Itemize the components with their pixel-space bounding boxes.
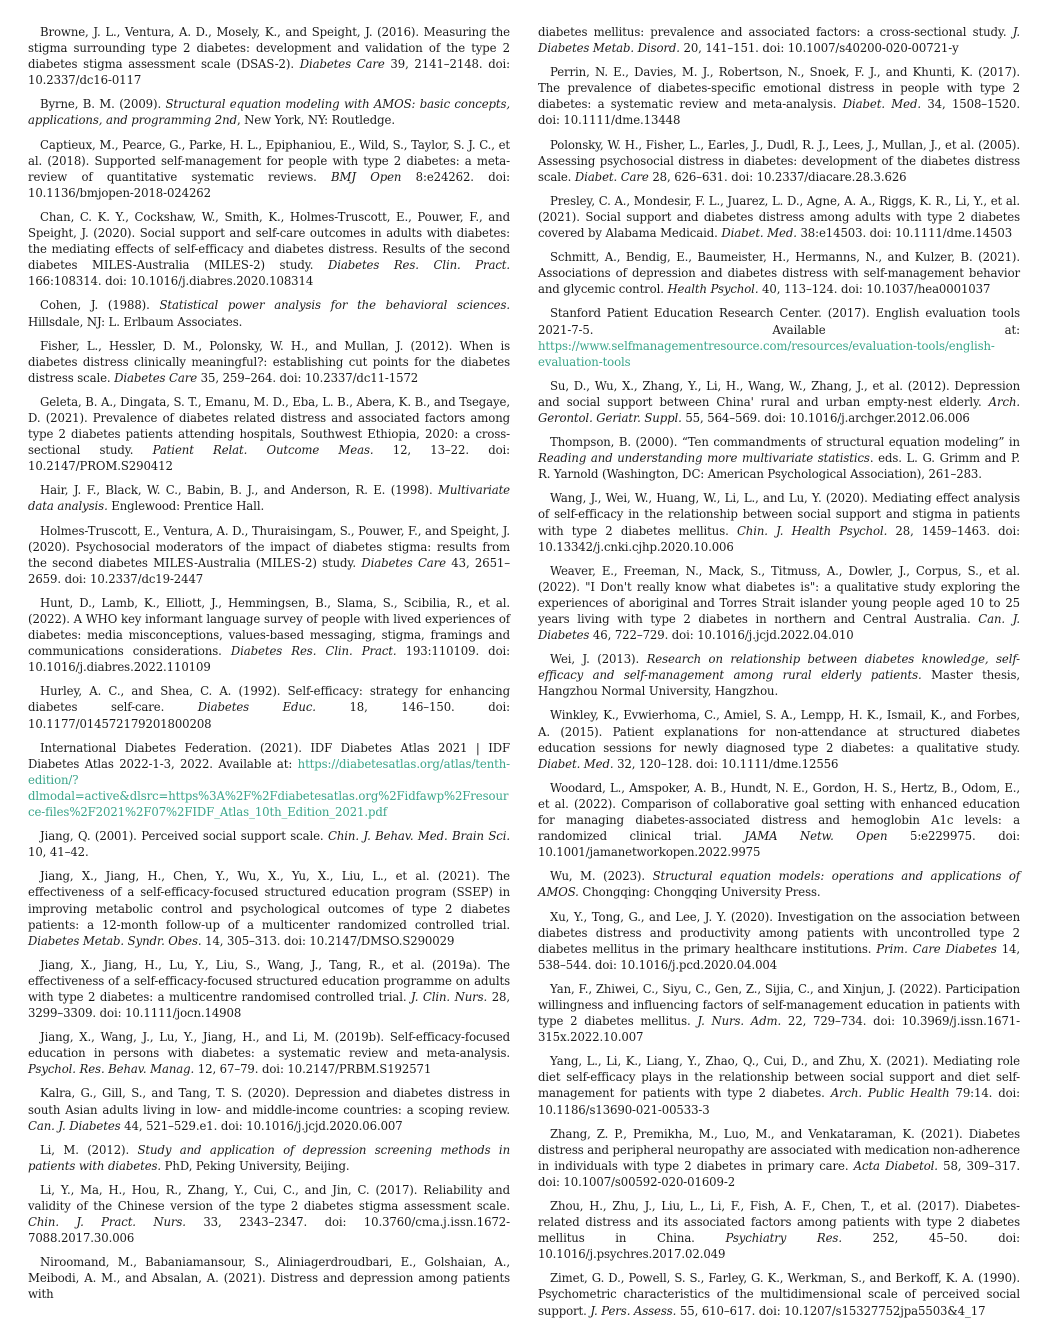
reference-source: Diabetes Metab. Syndr. Obes. — [28, 933, 202, 948]
reference-text: Wang, J., Wei, W., Huang, W., Li, L., and Lu, Y. (2020). Mediating effect analysis of self-efficacy in the relationship between social support and stigma in patients with type 2 diabetes mellitus. — [538, 491, 1020, 538]
reference-text: Polonsky, W. H., Fisher, L., Earles, J., Dudl, R. J., Lees, J., Mullan, J., et al. (2005). Assessing psychosocial distress in diabetes: development of the diabetes distress scale. — [538, 137, 1020, 184]
reference-text: Zimet, G. D., Powell, S. S., Farley, G. K., Werkman, S., and Berkoff, K. A. (1990). Psychometric characteristics of the multidimensional scale of perceived social support. — [538, 1271, 1020, 1318]
reference-details: 166:108314. doi: 10.1016/j.diabres.2020.108314 — [28, 274, 314, 289]
reference-text: Li, Y., Ma, H., Hou, R., Zhang, Y., Cui, C., and Jin, C. (2017). Reliability and validity of the Chinese version of the type 2 diabetes stigma assessment scale. — [28, 1182, 510, 1213]
reference-source: Structural equation modeling with AMOS: basic concepts, applications, and programming 2nd — [28, 97, 510, 128]
reference-details: Chongqing: Chongqing University Press. — [578, 885, 821, 900]
right-column — [538, 24, 1020, 1327]
reference-source: Arch. Public Health — [830, 1086, 950, 1101]
reference-source: Prim. Care Diabetes — [876, 941, 997, 956]
reference-details: 12, 67–79. doi: 10.2147/PRBM.S192571 — [194, 1062, 432, 1077]
reference-text: Browne, J. L., Ventura, A. D., Mosely, K., and Speight, J. (2016). Measuring the stigma surrounding type 2 diabetes: development and validation of the type 2 diabetes stigma assessment scale (DSAS-2). — [28, 25, 510, 72]
reference-text: Winkley, K., Evwierhoma, C., Amiel, S. A., Lempp, H. K., Ismail, K., and Forbes, A. (2015). Patient explanations for non-attendance at structured diabetes education sessions for newly diagnosed type 2 diabetes: a qualitative study. — [538, 708, 1020, 755]
reference-link[interactable]: https://www.selfmanagementresource.com/resources/evaluation-tools/english-evaluation-tools — [538, 338, 995, 369]
reference-source: Diabetes Res. Clin. Pract. — [230, 644, 397, 659]
reference-details: 44, 521–529.e1. doi: 10.1016/j.jcjd.2020.06.007 — [120, 1118, 403, 1133]
reference-entry — [538, 1126, 1020, 1190]
reference-entry — [28, 96, 510, 128]
reference-source: Acta Diabetol. — [853, 1158, 938, 1173]
reference-source: Diabetes Care — [361, 555, 446, 570]
reference-source: Psychol. Res. Behav. Manag. — [28, 1062, 195, 1077]
reference-source: Diabetes Care — [114, 370, 198, 385]
reference-text: Kalra, G., Gill, S., and Tang, T. S. (2020). Depression and diabetes distress in south Asian adults living in low- and middle-income countries: a scoping review. — [28, 1086, 510, 1117]
reference-details: . eds. L. G. Grimm and P. R. Yarnold (Washington, DC: American Psychological Association), 261–283. — [538, 451, 1020, 482]
reference-entry — [538, 909, 1020, 973]
reference-source: BMJ Open — [331, 169, 402, 184]
reference-text: Hunt, D., Lamb, K., Elliott, J., Hemmingsen, B., Slama, S., Scibilia, R., et al. (2022). A WHO key informant language survey of people with lived experiences of diabetes: media misconceptions, values-based messaging, stigma, framings and communications considerations. — [28, 595, 510, 659]
reference-details: 55, 564–569. doi: 10.1016/j.archger.2012.06.006 — [681, 410, 970, 425]
reference-entry — [538, 490, 1020, 554]
reference-entry — [28, 523, 510, 587]
reference-entry — [538, 868, 1020, 900]
reference-text: Schmitt, A., Bendig, E., Baumeister, H., Hermanns, N., and Kulzer, B. (2021). Associations of depression and diabetes distress with self-management behavior and glycemic control. — [538, 250, 1020, 297]
reference-text: Wu, M. (2023). — [550, 869, 653, 884]
reference-columns — [28, 24, 1020, 1327]
reference-text: Woodard, L., Amspoker, A. B., Hundt, N. E., Gordon, H. S., Hertz, B., Odom, E., et al. (2022). Comparison of collaborative goal setting with enhanced education for managing diabetes-associated distress and hemoglobin A1c levels: a randomized clinical trial. — [538, 780, 1020, 844]
reference-text: Jiang, X., Jiang, H., Chen, Y., Wu, X., Yu, X., Liu, L., et al. (2021). The effectiveness of a self-efficacy-focused structured education program (SSEP) in improving metabolic control and psychological outcomes of type 2 diabetes patients: a 12-month follow-up of a multicenter randomized controlled trial. — [28, 869, 510, 932]
reference-details: 79:14. doi: 10.1186/s13690-021-00533-3 — [538, 1086, 1021, 1117]
reference-entry — [538, 249, 1020, 297]
reference-text: Stanford Patient Education Research Center. (2017). English evaluation tools 2021-7-5. Available at: — [538, 306, 1020, 337]
reference-entry — [538, 378, 1020, 426]
reference-details: 32, 120–128. doi: 10.1111/dme.12556 — [613, 756, 839, 771]
reference-entry — [538, 137, 1020, 185]
reference-details: 40, 113–124. doi: 10.1037/hea0001037 — [758, 282, 991, 297]
reference-source: JAMA Netw. Open — [744, 829, 888, 844]
reference-details: 33, 2343–2347. doi: 10.3760/cma.j.issn.1672-7088.2017.30.006 — [28, 1215, 510, 1246]
reference-entry — [28, 394, 510, 474]
reference-text: Wei, J. (2013). — [550, 652, 647, 667]
reference-entry — [538, 64, 1020, 128]
reference-details: Master thesis, Hangzhou Normal University, Hangzhou. — [538, 668, 1020, 699]
reference-entry — [28, 1182, 510, 1246]
reference-entry — [28, 957, 510, 1021]
reference-entry — [538, 651, 1020, 699]
reference-details: 28, 1459–1463. doi: 10.13342/j.cnki.cjhp.2020.10.006 — [538, 523, 1020, 554]
reference-text: Byrne, B. M. (2009). — [40, 97, 166, 112]
reference-text: Zhou, H., Zhu, J., Liu, L., Li, F., Fish, A. F., Chen, T., et al. (2017). Diabetes-related distress and its associated factors among patients with type 2 diabetes mellitus in China. — [538, 1199, 1020, 1246]
reference-text: Yan, F., Zhiwei, C., Siyu, C., Gen, Z., Sijia, C., and Xinjun, J. (2022). Participation willingness and influencing factors of self-management education in patients with type 2 diabetes mellitus. — [538, 981, 1020, 1029]
reference-source: Structural equation models: operations and applications of AMOS. — [538, 869, 1020, 900]
reference-source: Diabetes Care — [299, 57, 385, 72]
reference-text: Cohen, J. (1988). — [40, 298, 160, 313]
reference-source: Diabet. Med. — [721, 226, 797, 241]
reference-details: 5:e229975. doi: 10.1001/jamanetworkopen.2022.9975 — [538, 829, 1020, 860]
reference-text: Holmes-Truscott, E., Ventura, A. D., Thuraisingam, S., Pouwer, F., and Speight, J. (2020). Psychosocial moderators of the impact of diabetes stigma: results from the second diabetes MILES-Australia (MILES-2) study. — [28, 523, 510, 570]
reference-entry — [28, 683, 510, 731]
reference-details: 55, 610–617. doi: 10.1207/s15327752jpa5503&4_17 — [676, 1303, 986, 1318]
reference-text: Li, M. (2012). — [40, 1142, 138, 1157]
reference-source: Can. J. Diabetes — [28, 1118, 121, 1133]
reference-text: Jiang, Q. (2001). Perceived social support scale. — [40, 829, 328, 844]
reference-text: Chan, C. K. Y., Cockshaw, W., Smith, K., Holmes-Truscott, E., Pouwer, F., and Speight, J. (2020). Social support and self-care outcomes in adults with diabetes: the mediating effects of self-efficacy and diabetes distress. Results of the second diabetes MILES-Australia (MILES-2) study. — [28, 209, 510, 273]
reference-entry — [28, 209, 510, 289]
reference-source: Diabet. Med. — [538, 756, 614, 771]
reference-text: Su, D., Wu, X., Zhang, Y., Li, H., Wang, W., Zhang, J., et al. (2012). Depression and social support between China' rural and urban empty-nest elderly. — [538, 378, 1020, 409]
reference-entry — [538, 707, 1020, 771]
reference-text: Weaver, E., Freeman, N., Mack, S., Titmuss, A., Dowler, J., Corpus, S., et al. (2022). "I Don't really know what diabetes is": a qualitative study exploring the experiences of aboriginal and Torres Strait islander young people aged 10 to 25 years living with type 2 diabetes in northern and Central Australia. — [538, 563, 1020, 626]
reference-source: Chin. J. Health Psychol. — [736, 523, 888, 538]
reference-details: 58, 309–317. doi: 10.1007/s00592-020-01609-2 — [538, 1158, 1020, 1189]
reference-details: 35, 259–264. doi: 10.2337/dc11-1572 — [197, 370, 419, 385]
reference-details: 10, 41–42. — [28, 845, 89, 860]
reference-text: Jiang, X., Wang, J., Lu, Y., Jiang, H., and Li, M. (2019b). Self-efficacy-focused education in persons with diabetes: a systematic review and meta-analysis. — [28, 1030, 510, 1061]
reference-details: 39, 2141–2148. doi: 10.2337/dc16-0117 — [28, 57, 510, 88]
reference-source: Reading and understanding more multivariate statistics — [538, 451, 870, 466]
reference-source: Chin. J. Behav. Med. Brain Sci. — [328, 829, 511, 844]
reference-details: PhD, Peking University, Beijing. — [161, 1158, 350, 1173]
reference-text: Yang, L., Li, K., Liang, Y., Zhao, Q., Cui, D., and Zhu, X. (2021). Mediating role diet self-efficacy plays in the relationship between social support and diet self-management for patients with type 2 diabetes. — [538, 1054, 1020, 1101]
reference-entry — [538, 1053, 1020, 1117]
reference-entry — [28, 868, 510, 948]
reference-source: Diabetes Educ. — [197, 700, 316, 715]
reference-source: Health Psychol. — [667, 282, 759, 297]
reference-entry — [28, 1142, 510, 1174]
reference-text: Hurley, A. C., and Shea, C. A. (1992). Self-efficacy: strategy for enhancing diabetes self-care. — [28, 684, 510, 715]
reference-entry — [538, 305, 1020, 369]
reference-entry — [538, 1198, 1020, 1262]
reference-source: Multivariate data analysis. — [28, 483, 510, 514]
reference-link[interactable]: https://diabetesatlas.org/atlas/tenth-edition/?dlmodal=active&dlsrc=https%3A%2F%2Fdiabetesatlas.org%2Fidfawp%2Fresource-files%2F2021%2F07%2FIDF_Atlas_10th_Edition_2021.pdf — [28, 756, 510, 820]
reference-source: J. Pers. Assess. — [590, 1303, 677, 1318]
reference-entry — [538, 193, 1020, 241]
reference-source: Arch. Gerontol. Geriatr. Suppl. — [538, 394, 1020, 425]
reference-text: Xu, Y., Tong, G., and Lee, J. Y. (2020). Investigation on the association between diabetes distress and productivity among patients with uncontrolled type 2 diabetes mellitus in the primary healthcare institutions. — [538, 909, 1020, 956]
reference-entry — [538, 981, 1020, 1045]
reference-details: Englewood: Prentice Hall. — [107, 499, 265, 514]
reference-entry — [28, 137, 510, 201]
reference-details: , New York, NY: Routledge. — [236, 113, 395, 128]
reference-details: 28, 626–631. doi: 10.2337/diacare.28.3.626 — [648, 169, 907, 184]
reference-entry — [538, 563, 1020, 643]
reference-text: International Diabetes Federation. (2021). IDF Diabetes Atlas 2021 | IDF Diabetes Atlas 2022-1-3, 2022. Available at: — [28, 740, 510, 771]
reference-source: J. Clin. Nurs. — [411, 989, 488, 1004]
reference-text: Niroomand, M., Babaniamansour, S., Aliniagerdroudbari, E., Golshaian, A., Meibodi, A. M., and Absalan, A. (2021). Distress and depression among patients with — [28, 1255, 510, 1302]
reference-source: Research on relationship between diabetes knowledge, self-efficacy and self-management among rural elderly patients. — [538, 652, 1020, 683]
reference-text: Presley, C. A., Mondesir, F. L., Juarez, L. D., Agne, A. A., Riggs, K. R., Li, Y., et al. (2021). Social support and diabetes distress among adults with type 2 diabetes covered by Alabama Medicaid. — [538, 193, 1020, 241]
reference-details: 22, 729–734. doi: 10.3969/j.issn.1671-315x.2022.10.007 — [538, 1014, 1020, 1045]
reference-details: Hillsdale, NJ: L. Erlbaum Associates. — [28, 314, 243, 329]
reference-details: 18, 146–150. doi: 10.1177/014572179201800208 — [28, 700, 510, 731]
reference-source: Can. J. Diabetes — [538, 612, 1020, 643]
reference-details: 193:110109. doi: 10.1016/j.diabres.2022.110109 — [28, 644, 510, 675]
reference-details: 34, 1508–1520. doi: 10.1111/dme.13448 — [538, 97, 1020, 128]
reference-details: 8:e24262. doi: 10.1136/bmjopen-2018-024262 — [28, 169, 511, 200]
left-column — [28, 24, 510, 1327]
reference-details: 12, 13–22. doi: 10.2147/PROM.S290412 — [28, 443, 510, 474]
reference-text: Perrin, N. E., Davies, M. J., Robertson, N., Snoek, F. J., and Khunti, K. (2017). The prevalence of diabetes-specific emotional distress in people with type 2 diabetes: a systematic review and meta-analysis. — [538, 65, 1020, 112]
reference-text: Captieux, M., Pearce, G., Parke, H. L., Epiphaniou, E., Wild, S., Taylor, S. J. C., et al. (2018). Supported self-management for people with type 2 diabetes: a meta-review of quantitative systematic reviews. — [28, 137, 510, 184]
reference-entry — [538, 1270, 1020, 1318]
reference-entry — [28, 338, 510, 386]
reference-details: 14, 305–313. doi: 10.2147/DMSO.S290029 — [201, 933, 455, 948]
reference-source: Diabet. Med. — [842, 97, 921, 112]
reference-source: Diabetes Res. Clin. Pract. — [327, 258, 510, 273]
reference-entry — [28, 740, 510, 820]
reference-text: diabetes mellitus: prevalence and associated factors: a cross-sectional study. — [538, 25, 1013, 39]
reference-text: Hair, J. F., Black, W. C., Babin, B. J., and Anderson, R. E. (1998). — [40, 483, 439, 498]
reference-source: Psychiatry Res. — [725, 1231, 842, 1246]
reference-source: Study and application of depression screening methods in patients with diabetes. — [28, 1142, 510, 1173]
reference-source: J. Diabetes Metab. Disord. — [538, 25, 1020, 56]
reference-details: 252, 45–50. doi: 10.1016/j.psychres.2017.02.049 — [538, 1231, 1020, 1262]
reference-source: Patient Relat. Outcome Meas. — [152, 443, 374, 458]
reference-entry — [28, 24, 510, 88]
reference-entry — [28, 595, 510, 675]
reference-details: 14, 538–544. doi: 10.1016/j.pcd.2020.04.004 — [538, 941, 1020, 972]
reference-entry — [28, 1029, 510, 1077]
reference-entry — [28, 482, 510, 514]
reference-entry — [28, 828, 510, 860]
reference-text: Thompson, B. (2000). “Ten commandments of structural equation modeling” in — [550, 435, 1020, 450]
reference-entry — [28, 1254, 510, 1302]
reference-text: Jiang, X., Jiang, H., Lu, Y., Liu, S., Wang, J., Tang, R., et al. (2019a). The effectiveness of a self-efficacy-focused structured education programme on adults with type 2 diabetes: a multicentre randomised controlled trial. — [28, 957, 510, 1004]
reference-details: 46, 722–729. doi: 10.1016/j.jcjd.2022.04.010 — [589, 628, 854, 643]
reference-details: 28, 3299–3309. doi: 10.1111/jocn.14908 — [28, 989, 510, 1021]
reference-entry — [538, 434, 1020, 482]
reference-entry — [538, 780, 1020, 860]
reference-details: 43, 2651–2659. doi: 10.2337/dc19-2447 — [28, 555, 511, 586]
reference-details: 20, 141–151. doi: 10.1007/s40200-020-00721-y — [679, 41, 959, 56]
reference-source: Chin. J. Pract. Nurs. — [28, 1215, 186, 1230]
reference-text: Geleta, B. A., Dingata, S. T., Emanu, M. D., Eba, L. B., Abera, K. B., and Tsegaye, D. (2021). Prevalence of diabetes related distress and associated factors among type 2 diabetes patients attending hospitals, Southwest Ethiopia, 2020: a cross-sectional study. — [28, 394, 510, 458]
reference-source: J. Nurs. Adm. — [697, 1014, 782, 1029]
reference-text: Fisher, L., Hessler, D. M., Polonsky, W. H., and Mullan, J. (2012). When is diabetes distress clinically meaningful?: establishing cut points for the diabetes distress scale. — [28, 338, 510, 385]
reference-text: Zhang, Z. P., Premikha, M., Luo, M., and Venkataraman, K. (2021). Diabetes distress and peripheral neuropathy are associated with medication non-adherence in individuals with type 2 diabetes in primary care. — [538, 1126, 1020, 1173]
reference-entry — [28, 297, 510, 329]
reference-details: 38:e14503. doi: 10.1111/dme.14503 — [796, 226, 1013, 241]
reference-source: Diabet. Care — [574, 169, 649, 184]
reference-entry — [538, 24, 1020, 56]
reference-entry — [28, 1085, 510, 1133]
reference-source: Statistical power analysis for the behavioral sciences. — [159, 298, 510, 313]
